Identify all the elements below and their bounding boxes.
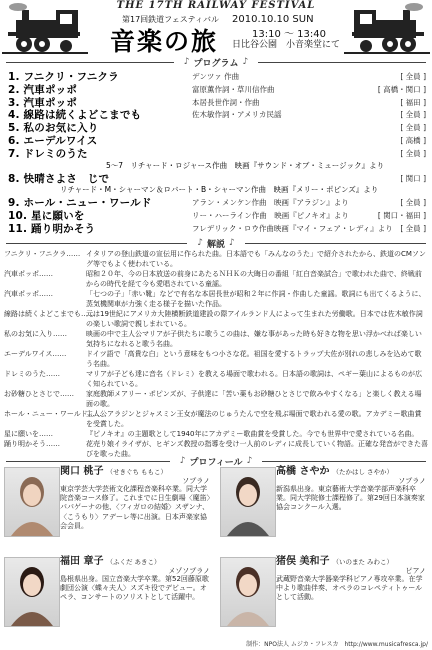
program-title: 8. 快晴さよさ じで: [8, 172, 110, 185]
divider: [258, 62, 426, 63]
program-title: 5. 私のお気に入り: [8, 122, 99, 135]
program-item: [0, 208, 432, 221]
portrait-icon: [5, 468, 59, 536]
program-composer: アラン・メンケン作曲 映画『アラジン』より: [192, 198, 349, 208]
program-item: [0, 171, 432, 184]
performer-photo: [4, 467, 60, 537]
program-item: [0, 221, 432, 234]
program-performer: [ 全員 ]: [400, 123, 426, 133]
divider: [245, 243, 426, 244]
program-title: 4. 線路は続くよどこまでも: [8, 109, 142, 122]
program-performer: [ 高橋 ]: [400, 135, 426, 145]
program-title: 2. 汽車ポッポ: [8, 83, 78, 96]
performer-name-text: 猪俣 美和子: [276, 556, 330, 567]
note-description: 主人公アラジンとジャスミン王女が魔法のじゅうたんで空を飛ぶ場面で歌われる愛の歌。アカデミー歌曲賞を受賞した。: [86, 410, 422, 428]
notes-list: [0, 249, 432, 459]
note-item: [0, 289, 432, 309]
note-item: [0, 309, 432, 329]
event-time: 13:10 ～ 13:40: [252, 29, 326, 40]
note-item: [0, 249, 432, 269]
note-term: ホール・ニュー・ワールド……: [4, 410, 102, 418]
note-description: イタリアの登山鉄道の宣伝用に作られた曲。日本語でも「みんなのうた」で紹介されたから、鉄道のCMソング等でもよく使われている。: [86, 250, 426, 268]
divider: [6, 62, 174, 63]
program-item: [0, 133, 432, 146]
note-term: 汽車ポッポ……: [4, 270, 53, 278]
program-title: 7. ドレミのうた: [8, 147, 88, 160]
notes-heading-label: 解説: [207, 239, 226, 250]
program-title: 1. フニクリ・フニクラ: [8, 71, 119, 83]
performer-name: [60, 467, 167, 477]
program-performer: [ 福田 ]: [400, 97, 426, 107]
program-list: [0, 69, 432, 234]
note-icon: ♪: [246, 456, 253, 466]
note-term: 踊り明かそう……: [4, 440, 60, 448]
festival-name: 第17回鉄道フェスティバル: [122, 15, 219, 24]
portrait-icon: [5, 558, 59, 626]
program-item: [0, 120, 432, 133]
program-title: 9. ホール・ニュー・ワールド: [8, 197, 152, 210]
program-performer: [ 全員 ]: [400, 110, 426, 120]
note-description: マリアが子ども達に音名（ドレミ）を教える場面で歌われる。日本語の歌詞は、ペギー葉山によるものが広く知られている。: [86, 370, 422, 388]
performer-bio: 島根県出身。国立音楽大学卒業。第52回藤原歌劇団公演〈蝶々夫人〉スズキ役でデビュー。オペラ、コンサートのソリストとして活躍中。: [60, 575, 209, 602]
program-composer: リー・ハーライン作曲 映画『ピノキオ』より: [192, 211, 349, 221]
program-composer: フレデリック・ロウ作曲映画『マイ・フェア・レディ』より: [192, 223, 393, 233]
note-item: [0, 269, 432, 289]
program-item: [0, 82, 432, 95]
program-performer: [ 全員 ]: [400, 223, 426, 233]
performer-name-reading: （いのまた みわこ）: [332, 558, 394, 566]
note-icon: ♪: [183, 57, 190, 67]
note-term: フニクリ・フニクラ……: [4, 250, 81, 258]
program-composer: 富原薫作詞・草川信作曲: [192, 84, 275, 94]
performer-name-text: 高橋 さやか: [276, 466, 330, 477]
program-performer: [ 関口 ]: [400, 173, 426, 183]
performer-role: ソプラノ: [182, 477, 210, 485]
performer-photo: [220, 467, 276, 537]
performer-bio: 武蔵野音楽大学器楽学科ピアノ専攻卒業。在学中より歌曲伴奏、オペラのコレペティトゥールとして活動。: [276, 575, 423, 602]
program-composer: デンツァ 作曲: [192, 72, 240, 81]
steam-locomotive-icon: [2, 2, 88, 56]
program-composer: 佐木敏作詞・アメリカ民謡: [192, 110, 282, 120]
divider: [6, 243, 187, 244]
note-term: エーデルワイス……: [4, 350, 67, 358]
page-title: 音楽の旅: [110, 27, 219, 56]
program-performer: [ 全員 ]: [400, 72, 426, 81]
note-item: [0, 429, 432, 439]
note-item: [0, 369, 432, 389]
note-description: 映画の中で主人公マリアが子供たちに歌うこの曲は、嫌な事があった時も好きな物を思い浮かべれば楽しい気持ちになれると歌う名曲。: [86, 330, 422, 348]
program-composer: リチャード・M・シャーマン＆ロバート・B・シャーマン作曲 映画『メリー・ポピンズ』より: [60, 185, 379, 195]
event-date: 2010.10.10 SUN: [232, 14, 314, 25]
program-composer: 5～7 リチャード・ロジャース作曲 映画『サウンド・オブ・ミュージック』より: [106, 160, 385, 170]
note-term: 星に願いを……: [4, 430, 53, 438]
note-term: 私のお気に入り……: [4, 330, 67, 338]
note-description: 花売り娘イライザが、ヒギンズ教授の指導を受け一人前のレディに成長していく物語。正確な発音ができた喜びを歌った曲。: [86, 440, 428, 458]
event-venue: 日比谷公園 小音楽堂にて: [232, 40, 341, 50]
note-term: ドレミのうた……: [4, 370, 60, 378]
note-term: お砂糖ひとさじで……: [4, 390, 74, 398]
note-icon: ♪: [197, 238, 203, 248]
performer-bio: 東京学芸大学芸術文化課程音楽科卒業。同大学院音楽コース修了。これまでに日生劇場〈魔笛〉パパゲーナの他、〈フィガロの結婚〉スザンナ、〈こうもり〉アデーレ等に出演。日本声楽家協会会員。: [60, 485, 211, 530]
performer-name: [276, 557, 393, 567]
note-item: [0, 349, 432, 369]
performer-bio: 新潟県出身。東京藝術大学音楽学部声楽科卒業。同大学院修士課程修了。第29回日本演奏家協会コンクール入選。: [276, 485, 425, 512]
performer-role: ソプラノ: [398, 477, 426, 485]
divider: [6, 461, 170, 462]
program-title: 10. 星に願いを: [8, 210, 85, 223]
performer-role: ピアノ: [405, 567, 426, 575]
profiles: [0, 467, 432, 650]
performer-name-reading: （せきぐち ももこ）: [106, 468, 168, 476]
note-icon: ♪: [229, 238, 235, 248]
performer-role: メゾソプラノ: [168, 567, 210, 575]
header: [0, 0, 432, 62]
program-item: [0, 95, 432, 108]
note-icon: ♪: [242, 57, 249, 67]
program-performer: [ 高橋・関口 ]: [377, 84, 426, 94]
program-item: [0, 146, 432, 159]
program-source-note: [0, 159, 432, 171]
program-composer: 本居長世作詞・作曲: [192, 97, 260, 107]
note-description: 家庭教師メアリー・ポピンズが、子供達に「苦い薬もお砂糖ひとさじで飲みやすくなる」と楽しく教える場面の歌。: [86, 390, 422, 408]
notes-heading: [0, 237, 432, 249]
festival-banner: THE 17TH RAILWAY FESTIVAL: [116, 0, 316, 11]
performer-photo: [4, 557, 60, 627]
performer-name-reading: （たかはし さやか）: [332, 468, 394, 476]
performer-photo: [220, 557, 276, 627]
note-description: 昭和２０年、今の日本放送の前身にあたるＮＨＫの大晦日の番組「紅白音楽試合」で歌われた曲で、終戦前からの時代を経て今も愛唱されている童謡。: [86, 270, 422, 288]
note-description: 『ピノキオ』の主題歌として1940年にアカデミー歌曲賞を受賞した。今でも世界中で愛されている名曲。: [86, 430, 419, 438]
note-term: 汽車ポッポ……: [4, 290, 53, 298]
portrait-icon: [221, 558, 275, 626]
note-description: 元は19世紀にアメリカ大陸横断鉄道建設の際アイルランド人によって生まれた労働歌。日本では佐木敏作詞の楽しい歌詞で親しまれている。: [86, 310, 423, 328]
program-item: [0, 195, 432, 208]
portrait-icon: [221, 468, 275, 536]
profile-heading-label: プロフィール: [189, 457, 243, 468]
note-item: [0, 409, 432, 429]
divider: [262, 461, 426, 462]
program-title: 11. 踊り明かそう: [8, 222, 96, 235]
program-heading-label: プログラム: [193, 58, 239, 69]
program-item: [0, 69, 432, 82]
program-title: 3. 汽車ポッポ: [8, 96, 78, 109]
note-description: 「七つの子」「赤い靴」などで有名な本居長世が昭和２年に作詞・作曲した童謡。歌詞にも出てくるように、蒸気機関車が力強く走る様子を描いた作品。: [86, 290, 426, 308]
footer-credit: 制作：NPO法人 ムジカ・フレスカ http://www.musicafresca.jp/: [246, 641, 428, 648]
note-term: 線路は続くよどこまでも……: [4, 310, 95, 318]
performer-name-text: 関口 桃子: [60, 466, 104, 477]
performer-name: [276, 467, 393, 477]
note-item: [0, 389, 432, 409]
note-description: ドイツ語で「高貴な白」という意味をもつ小さな花。祖国を愛するトラップ大佐が別れの悲しみを込めて歌う名曲。: [86, 350, 422, 368]
performer-name: [60, 557, 161, 567]
program-item: [0, 107, 432, 120]
program-heading: [0, 56, 432, 68]
program-performer: [ 全員 ]: [400, 198, 426, 208]
note-item: [0, 329, 432, 349]
steam-locomotive-icon: [344, 2, 430, 56]
performer-name-text: 福田 章子: [60, 556, 104, 567]
program-performer: [ 全員 ]: [400, 148, 426, 158]
program-title: 6. エーデルワイス: [8, 134, 98, 147]
program-performer: [ 関口・福田 ]: [377, 211, 426, 221]
program-source-note: [0, 183, 432, 195]
note-icon: ♪: [179, 456, 186, 466]
performer-name-reading: （ふくだ あきこ）: [106, 558, 161, 566]
